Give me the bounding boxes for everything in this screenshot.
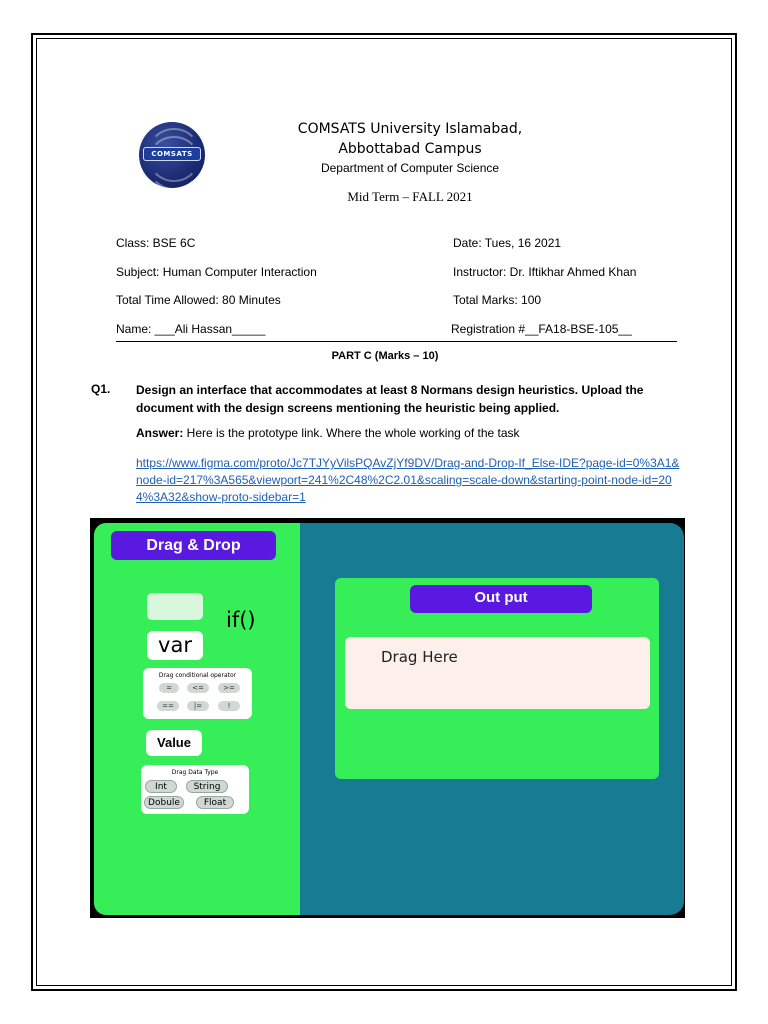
operator-palette — [143, 668, 252, 719]
comsats-logo — [139, 122, 205, 188]
palette-panel — [94, 523, 300, 915]
logo-text: COMSATS — [151, 150, 193, 158]
operator-pill[interactable]: == — [157, 701, 179, 711]
answer-line — [136, 426, 520, 440]
var-block[interactable]: var — [147, 631, 203, 660]
info-underline — [116, 341, 677, 342]
datatype-pill[interactable]: Int — [145, 780, 177, 793]
university-name: COMSATS University Islamabad, — [297, 121, 523, 137]
part-heading: PART C (Marks – 10) — [331, 350, 439, 362]
datatype-pill[interactable]: Dobule — [144, 796, 184, 809]
datatype-pill[interactable]: Float — [196, 796, 234, 809]
operator-pill[interactable]: ! — [218, 701, 240, 711]
figma-prototype-link[interactable]: https://www.figma.com/proto/Jc7TJYyVilsPQAvZjYf9DV/Drag-and-Drop-If_Else-IDE?page-id=0%3A1&node-id=217%3A565&viewport=241%2C48%2C2.01&scaling=scale-down&starting-point-node-id=204%3A32&show-proto-sidebar=1 — [136, 456, 680, 504]
date-field: Date: Tues, 16 2021 — [453, 236, 562, 250]
question-text: Design an interface that accommodates at least 8 Normans design heuristics. Upload the document with the design screens mentioning the heuristic being applied. — [136, 383, 644, 415]
operator-pill[interactable]: <= — [187, 683, 209, 693]
drop-area-text: Drag Here — [381, 648, 458, 666]
exam-title: Mid Term – FALL 2021 — [347, 189, 473, 204]
if-block-slot[interactable] — [147, 593, 203, 620]
marks-field: Total Marks: 100 — [453, 293, 542, 307]
if-block-label[interactable]: if() — [226, 608, 256, 632]
answer-label: Answer: — [136, 426, 184, 440]
department-name: Department of Computer Science — [320, 161, 500, 175]
drop-area[interactable] — [345, 637, 650, 709]
name-field: Name: ___Ali Hassan_____ — [116, 322, 266, 336]
registration-field: Registration #__FA18-BSE-105__ — [451, 322, 632, 336]
question-number: Q1. — [91, 382, 111, 396]
operator-pill[interactable]: = — [159, 683, 179, 693]
value-block[interactable]: Value — [146, 730, 202, 756]
answer-text: Here is the prototype link. Where the whole working of the task — [183, 426, 520, 440]
instructor-field: Instructor: Dr. Iftikhar Ahmed Khan — [453, 265, 637, 279]
drag-drop-title: Drag & Drop — [111, 531, 276, 560]
subject-field: Subject: Human Computer Interaction — [116, 265, 317, 279]
output-title: Out put — [410, 585, 592, 613]
time-field: Total Time Allowed: 80 Minutes — [116, 293, 281, 307]
operator-pill[interactable]: >= — [218, 683, 240, 693]
datatype-caption: Drag Data Type — [171, 769, 219, 776]
campus-name: Abbottabad Campus — [338, 141, 482, 157]
datatype-pill[interactable]: String — [186, 780, 228, 793]
datatype-palette — [141, 765, 249, 814]
operator-caption: Drag conditional operator — [158, 672, 237, 679]
class-field: Class: BSE 6C — [116, 236, 196, 250]
operator-pill[interactable]: |= — [187, 701, 209, 711]
